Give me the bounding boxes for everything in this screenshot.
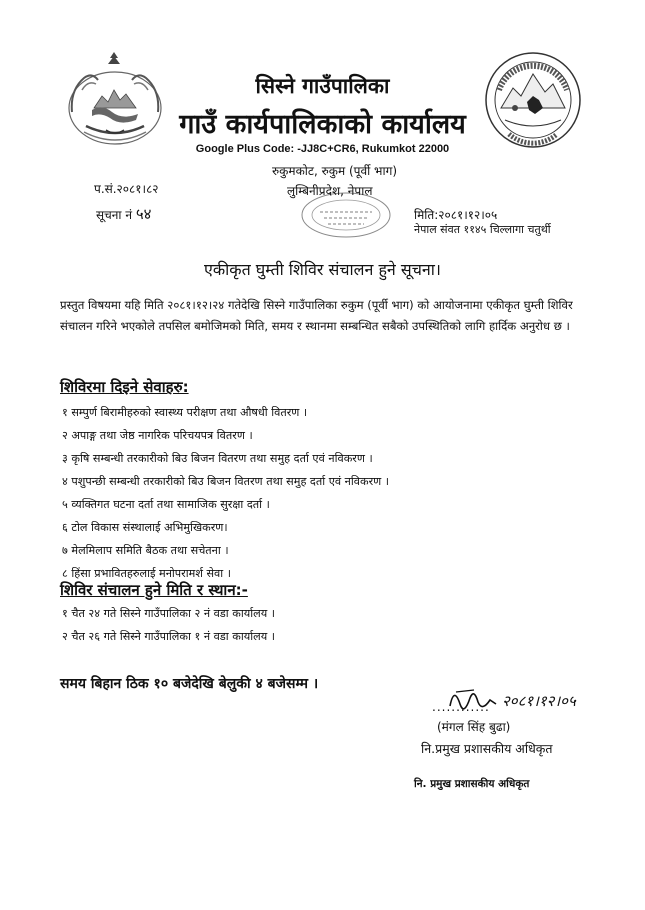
office-name: गाउँ कार्यपालिकाको कार्यालय xyxy=(179,109,466,140)
signature-date: २०८१।१२।०५ xyxy=(502,692,576,710)
address-line-2: लुम्बिनीप्रदेश, नेपाल xyxy=(287,184,373,198)
signatory-stamp: नि. प्रमुख प्रशासकीय अधिकृत xyxy=(414,778,530,790)
signatory-name: (मंगल सिंह बुढा) xyxy=(437,720,511,734)
notice-number-value: ५४ xyxy=(135,205,152,223)
time-note: समय बिहान ठिक १० बजेदेखि बेलुकी ४ बजेसम्म । xyxy=(60,676,319,692)
notice-number xyxy=(96,204,151,224)
signature-dots: ............ xyxy=(432,700,490,714)
list-item: १ सम्पुर्ण बिरामीहरुको स्वास्थ्य परीक्षण तथा औषधी वितरण । xyxy=(62,406,308,419)
reference-number: प.सं.२०८१।८२ xyxy=(94,182,159,196)
notice-number-label: सूचना नं xyxy=(96,208,132,222)
venue-list xyxy=(62,602,275,648)
body-paragraph: प्रस्तुत विषयमा यहि मिति २०८१।१२।२४ गतेदेखि सिस्ने गाउँपालिका रुकुम (पूर्वी भाग) को आयोजनामा एकीकृत घुम्ती शिविर संचालन गरिने भएकोले तपसिल बमोजिमको मिति, समय र स्थानमा सम्बन्धित सबैको उपस्थितिको लागि हार्दिक अनुरोध छ । xyxy=(60,298,573,333)
list-item: ७ मेलमिलाप समिति बैठक तथा सचेतना । xyxy=(62,544,229,557)
list-item: ३ कृषि सम्बन्धी तरकारीको बिउ बिजन वितरण तथा समुह दर्ता एवं नविकरण । xyxy=(62,452,373,465)
signature-icon xyxy=(430,676,600,722)
services-list xyxy=(62,401,389,585)
address-line-1: रुकुमकोट, रुकुम (पूर्वी भाग) xyxy=(272,164,398,178)
plus-code: Google Plus Code: -JJ8C+CR6, Rukumkot 22000 xyxy=(195,143,450,155)
list-item: ६ टोल विकास संस्थालाई अभिमुखिकरण। xyxy=(62,521,228,534)
signatory-title: नि.प्रमुख प्रशासकीय अधिकृत xyxy=(421,741,553,756)
issue-date: मिति:२०८१।१२।०५ xyxy=(414,208,498,222)
services-heading: शिविरमा दिइने सेवाहरु: xyxy=(60,378,189,396)
list-item: ४ पशुपन्छी सम्बन्धी तरकारीको बिउ बिजन वितरण तथा समुह दर्ता एवं नविकरण । xyxy=(62,475,390,488)
venue-heading: शिविर संचालन हुने मिति र स्थान:- xyxy=(60,581,248,599)
list-item: २ चैत २६ गते सिस्ने गाउँपालिका १ नं वडा कार्यालय । xyxy=(62,630,275,643)
list-item: २ अपाङ्ग तथा जेष्ठ नागरिक परिचयपत्र वितरण । xyxy=(62,429,253,442)
list-item: ५ व्यक्तिगत घटना दर्ता तथा सामाजिक सुरक्षा दर्ता । xyxy=(62,498,270,511)
notice-title: एकीकृत घुम्ती शिविर संचालन हुने सूचना। xyxy=(204,260,441,279)
nepal-sambat-date: नेपाल संवत ११४५ चिल्लागा चतुर्थी xyxy=(414,223,551,236)
list-item: ८ हिंसा प्रभावितहरुलाई मनोपरामर्श सेवा । xyxy=(62,567,231,580)
list-item: १ चैत २४ गते सिस्ने गाउँपालिका २ नं वडा कार्यालय । xyxy=(62,607,275,620)
org-name: सिस्ने गाउँपालिका xyxy=(255,74,390,98)
